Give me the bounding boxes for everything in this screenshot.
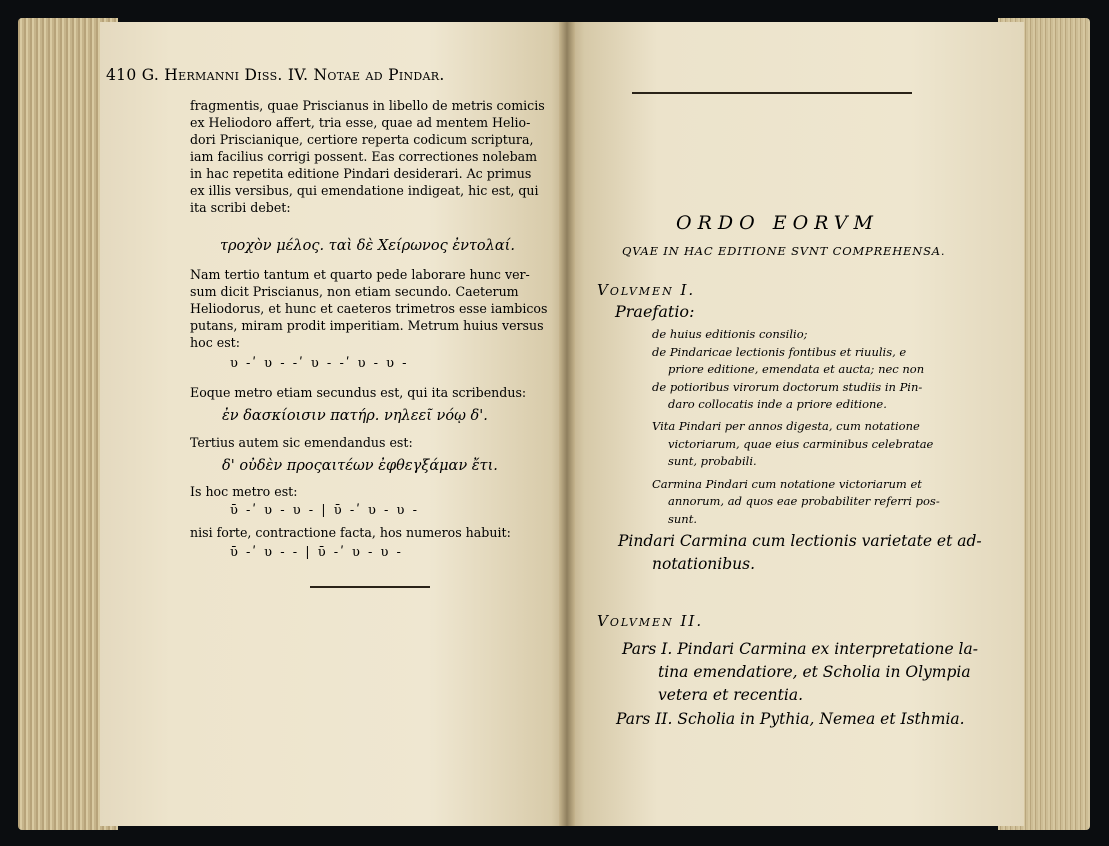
running-header: 410 G. Hermanni Diss. IV. Notae ad Pindar. <box>106 66 445 84</box>
greek-verse-1: τροχὸν μέλος. ταὶ δὲ Χείρωνος ἐντολαί. <box>220 238 515 254</box>
text-line: sunt, probabili. <box>668 454 757 468</box>
text-line: Pars I. Pindari Carmina ex interpretatione la- <box>622 640 978 658</box>
meter-scheme-1: υ -ʹ υ - -ʹ υ - -ʹ υ - υ - <box>230 356 409 371</box>
section-subtitle: QVAE IN HAC EDITIONE SVNT COMPREHENSA. <box>622 244 946 258</box>
paragraph-6: nisi forte, contractione facta, hos numeros habuit: <box>190 525 511 540</box>
text-line: de Pindaricae lectionis fontibus et riuulis, e <box>652 345 907 359</box>
paragraph-5: Is hoc metro est: <box>190 484 298 499</box>
text-line: priore editione, emendata et aucta; nec non <box>668 362 925 376</box>
text-line: dori Priscianique, certiore reperta codicum scriptura, <box>190 132 534 147</box>
text-line: in hac repetita editione Pindari desiderari. Ac primus <box>190 166 532 181</box>
praefatio-heading: Praefatio: <box>615 302 695 321</box>
volume-2-heading: Volvmen II. <box>597 612 704 630</box>
top-rule <box>632 92 912 94</box>
text-line: Heliodorus, et hunc et caeteros trimetros esse iambicos <box>190 301 548 316</box>
text-line: de huius editionis consilio; <box>652 327 808 341</box>
book-gutter <box>559 22 575 826</box>
volume-1-heading: Volvmen I. <box>597 281 696 299</box>
text-line: sunt. <box>668 512 697 526</box>
text-line: daro collocatis inde a priore editione. <box>668 397 887 411</box>
text-line: hoc est: <box>190 335 240 350</box>
text-line: sum dicit Priscianus, non etiam secundo. Caeterum <box>190 284 519 299</box>
meter-scheme-3: ῡ -ʹ υ - - | ῡ -ʹ υ - υ - <box>230 545 403 560</box>
text-line: fragmentis, quae Priscianus in libello de metris comicis <box>190 98 545 113</box>
text-line: ita scribi debet: <box>190 200 291 215</box>
text-line: Nam tertio tantum et quarto pede laborare hunc ver- <box>190 267 530 282</box>
text-line: ex Heliodoro affert, tria esse, quae ad mentem Helio- <box>190 115 531 130</box>
meter-scheme-2: ῡ -ʹ υ - υ - | ῡ -ʹ υ - υ - <box>230 503 419 518</box>
paragraph-4: Tertius autem sic emendandus est: <box>190 435 413 450</box>
text-line: de potioribus virorum doctorum studiis in Pin- <box>652 380 923 394</box>
paragraph-3: Eoque metro etiam secundus est, qui ita scribendus: <box>190 385 527 400</box>
pars-2-entry: Pars II. Scholia in Pythia, Nemea et Isthmia. <box>616 710 965 728</box>
text-line: iam facilius corrigi possent. Eas correctiones nolebam <box>190 149 538 164</box>
section-title: ORDO EORVM <box>676 212 879 234</box>
greek-verse-2: ἐν δασκίοισιν πατήρ. νηλεεῖ νόῳ δ'. <box>222 408 488 424</box>
end-rule <box>310 586 430 588</box>
text-line: annorum, ad quos eae probabiliter referri pos- <box>668 494 940 508</box>
text-line: tina emendatiore, et Scholia in Olympia <box>658 663 971 681</box>
text-line: Carmina Pindari cum notatione victoriarum et <box>652 477 922 491</box>
text-line: vetera et recentia. <box>658 686 804 704</box>
text-line: notationibus. <box>652 555 756 573</box>
text-line: Pindari Carmina cum lectionis varietate et ad- <box>618 532 982 550</box>
text-line: Vita Pindari per annos digesta, cum notatione <box>652 419 920 433</box>
greek-verse-3: δ' οὐδὲν προςαιτέων ἐφθεγξάμαν ἔτι. <box>222 458 498 474</box>
text-line: ex illis versibus, qui emendatione indigeat, hic est, qui <box>190 183 539 198</box>
text-line: victoriarum, quae eius carminibus celebratae <box>668 437 934 451</box>
text-line: putans, miram prodit imperitiam. Metrum huius versus <box>190 318 544 333</box>
